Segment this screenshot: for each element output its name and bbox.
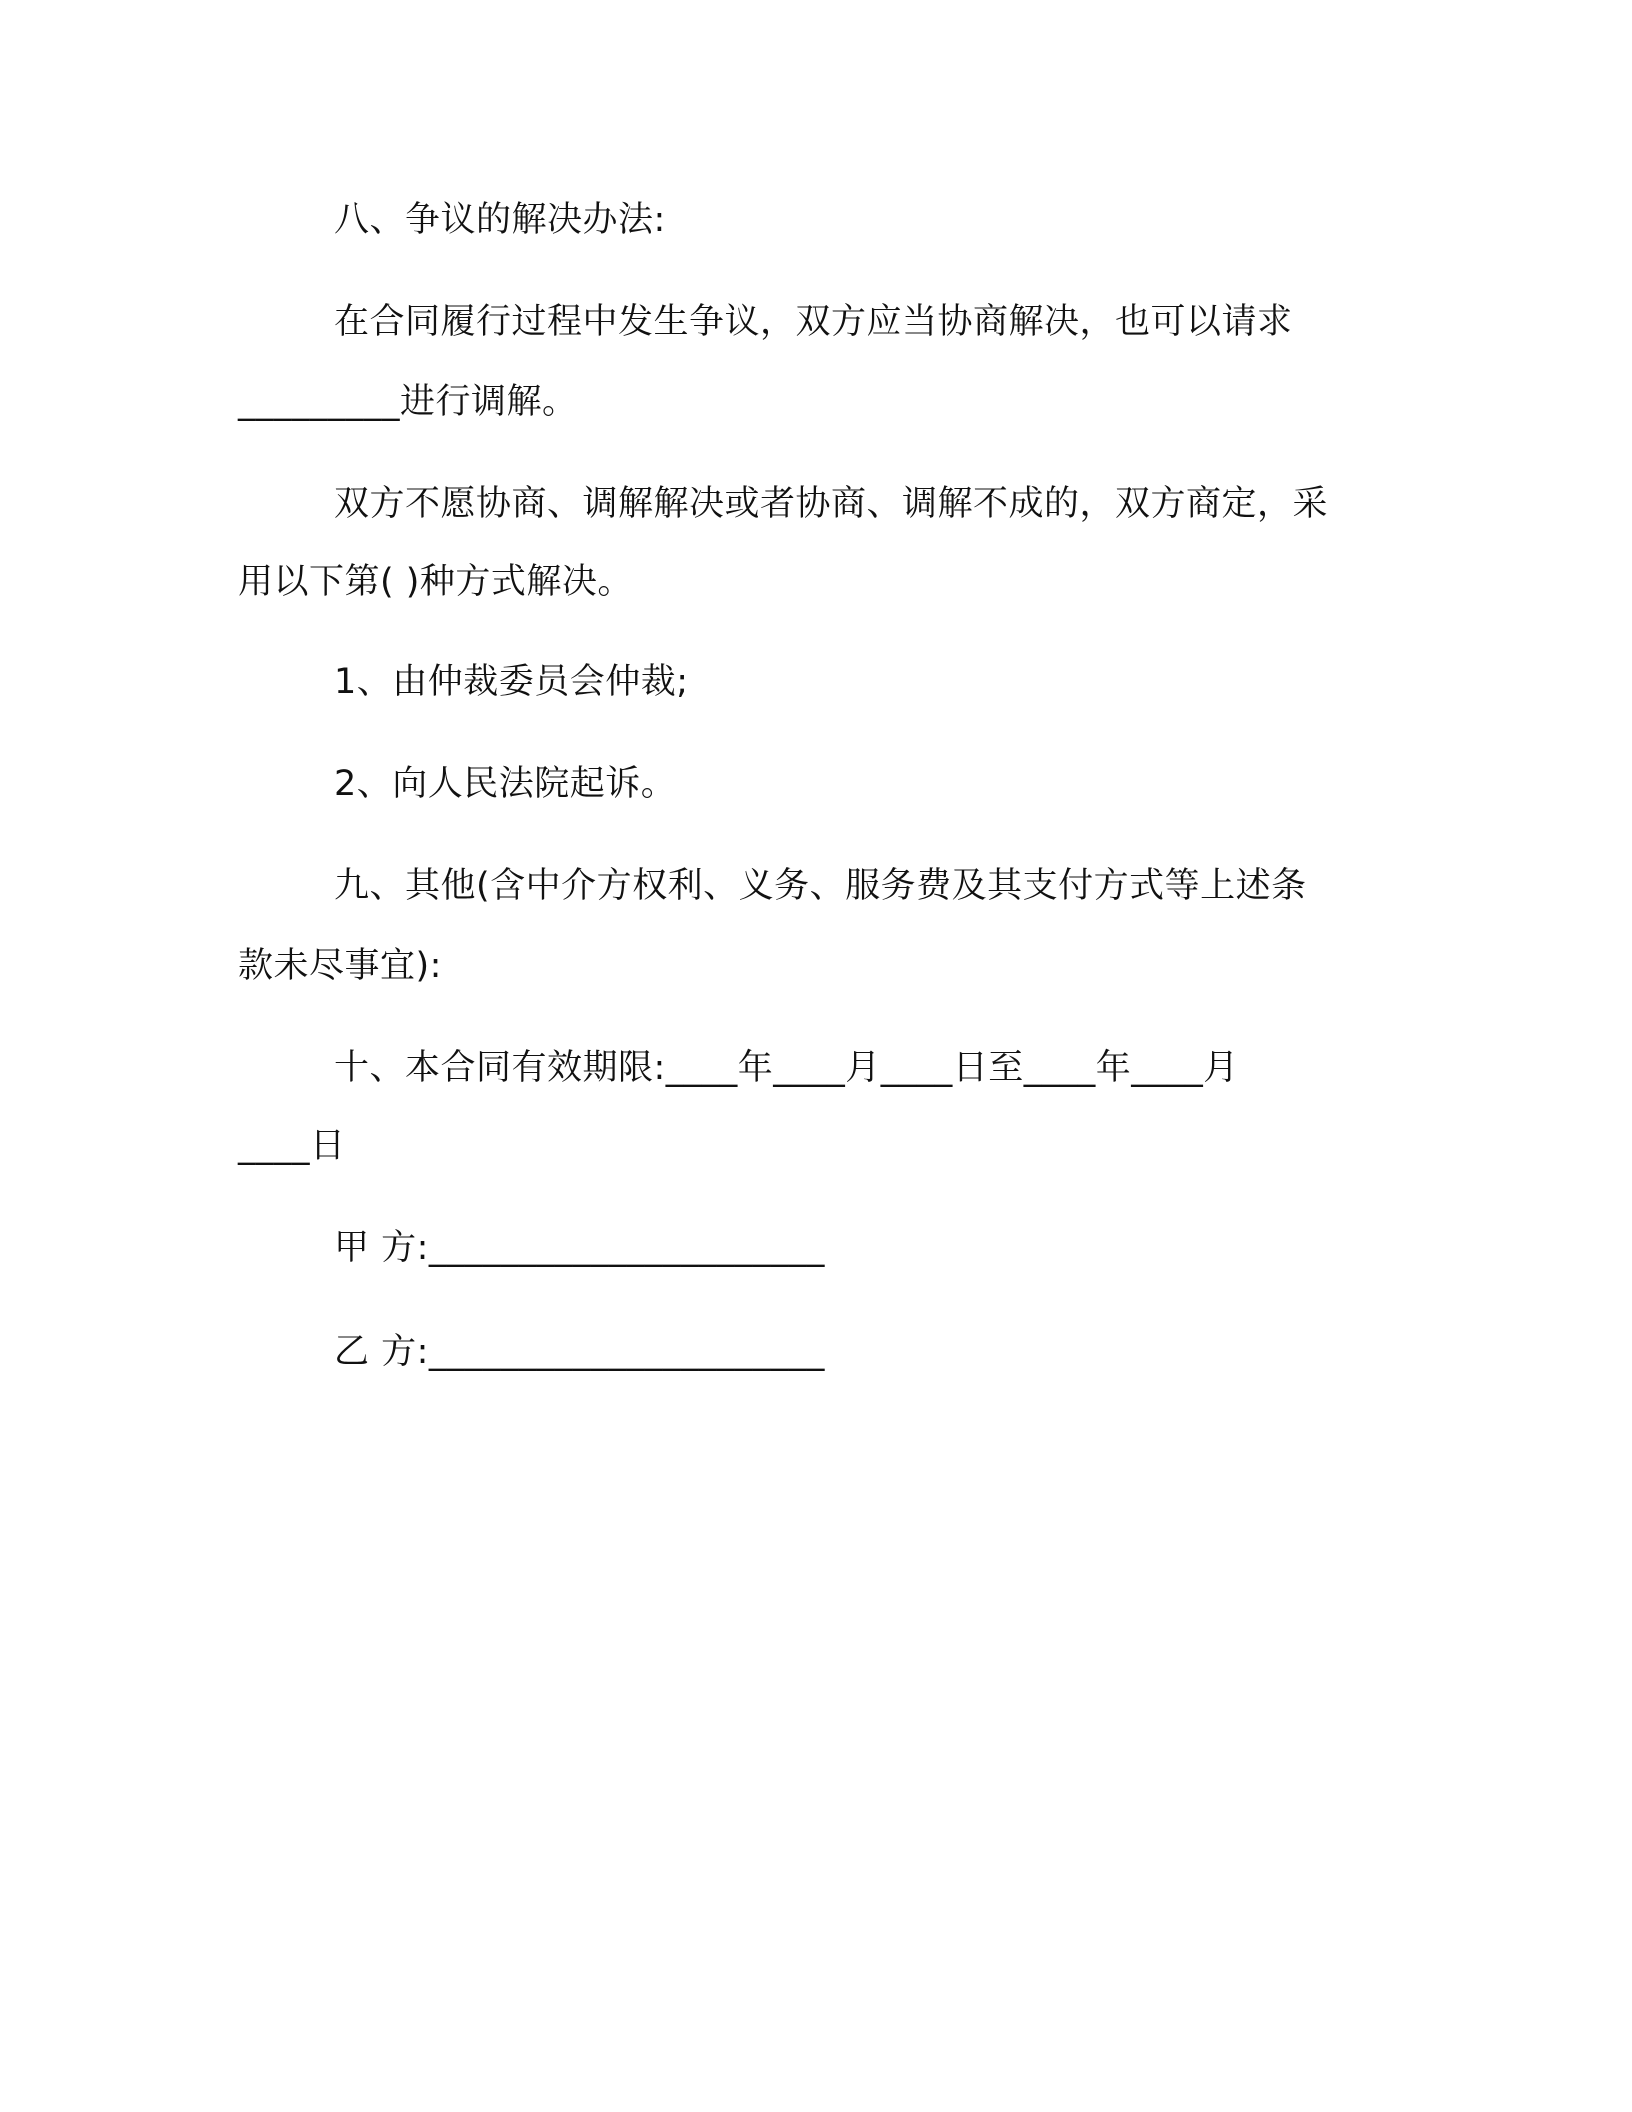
section-8-paragraph-1-line-2: _________进行调解。 xyxy=(238,382,578,422)
section-8-paragraph-1-line-1: 在合同履行过程中发生争议，双方应当协商解决，也可以请求 xyxy=(334,302,1293,342)
section-8-paragraph-2-line-1: 双方不愿协商、调解解决或者协商、调解不成的，双方商定，采 xyxy=(334,484,1329,524)
option-1-arbitration: 1、由仲裁委员会仲裁; xyxy=(334,662,689,702)
section-10-line-1: 十、本合同有效期限:____年____月____日至____年____月 xyxy=(334,1048,1239,1088)
party-a-signature-line: 甲 方:______________________ xyxy=(334,1228,825,1268)
section-10-line-2: ____日 xyxy=(238,1126,346,1166)
section-9-line-1: 九、其他(含中介方权利、义务、服务费及其支付方式等上述条 xyxy=(334,866,1307,906)
option-2-court: 2、向人民法院起诉。 xyxy=(334,764,677,804)
party-b-signature-line: 乙 方:______________________ xyxy=(334,1332,825,1372)
section-8-heading: 八、争议的解决办法: xyxy=(334,200,666,240)
section-8-paragraph-2-line-2: 用以下第( )种方式解决。 xyxy=(238,562,633,602)
section-9-line-2: 款未尽事宜): xyxy=(238,946,442,986)
